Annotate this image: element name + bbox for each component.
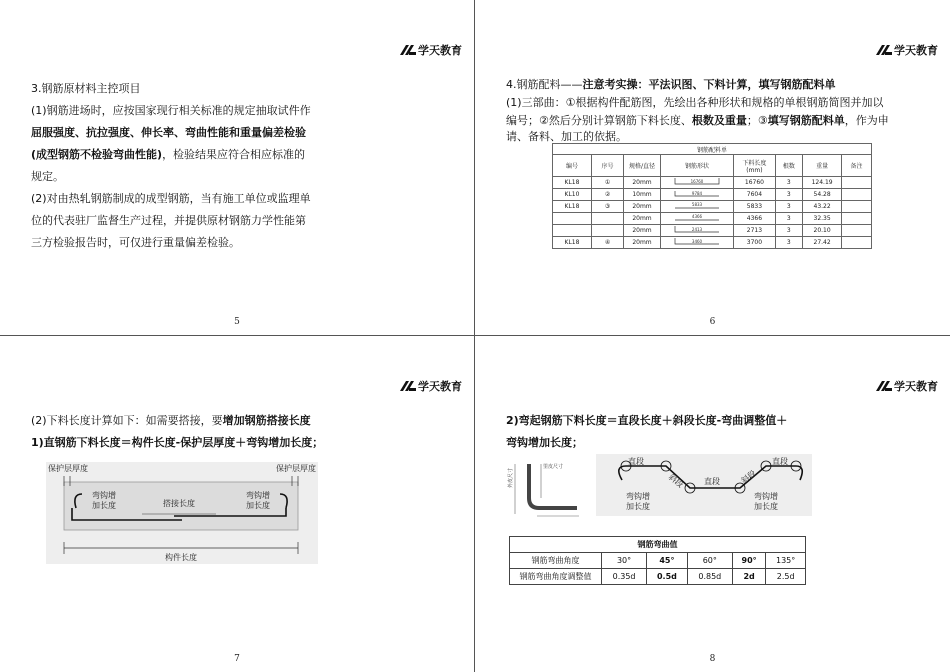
cell-spec: 20mm bbox=[624, 201, 661, 213]
cell-length: 2713 bbox=[734, 225, 775, 237]
plain-text: ；③ bbox=[746, 114, 768, 127]
brand-mark-icon bbox=[876, 381, 892, 391]
cell-id: KL18 bbox=[553, 237, 592, 249]
col-header: 根数 bbox=[775, 155, 803, 177]
label-hook: 加长度 bbox=[626, 502, 650, 511]
angle-cell: 135° bbox=[766, 553, 806, 569]
cell-id: KL10 bbox=[553, 189, 592, 201]
plain-text: ，作为申 bbox=[844, 114, 889, 127]
page-number: 5 bbox=[234, 317, 240, 327]
label-hook-left: 加长度 bbox=[92, 501, 116, 510]
rebar-shape-icon bbox=[669, 213, 725, 222]
heading-text: 4.钢筋配料—— bbox=[506, 78, 583, 91]
bend-dimension-diagram bbox=[507, 458, 587, 520]
page-number: 8 bbox=[709, 654, 716, 664]
rebar-shape-icon bbox=[669, 189, 725, 198]
paragraph-line: 三方检验报告时，可仅进行重量偏差检验。 bbox=[31, 236, 240, 249]
brand-name: 学天教育 bbox=[894, 380, 938, 393]
paragraph-line: 屈服强度、抗拉强度、伸长率、弯曲性能和重量偏差检验 bbox=[31, 126, 306, 139]
page-6 bbox=[475, 0, 950, 336]
table-header-row bbox=[553, 155, 872, 177]
cell-seq: ④ bbox=[592, 237, 624, 249]
paragraph-line: (1)钢筋进场时，应按国家现行相关标准的规定抽取试件作 bbox=[31, 104, 311, 117]
label-hook-right: 加长度 bbox=[246, 501, 270, 510]
cell-shape bbox=[660, 213, 733, 225]
col-header: 钢筋形状 bbox=[660, 155, 733, 177]
cell-note bbox=[842, 177, 872, 189]
table-row bbox=[553, 189, 872, 201]
cell-weight: 124.19 bbox=[803, 177, 842, 189]
label-slope-segment: 斜段 bbox=[739, 468, 758, 486]
cell-spec: 20mm bbox=[624, 213, 661, 225]
cell-seq bbox=[592, 225, 624, 237]
cell-spec: 20mm bbox=[624, 237, 661, 249]
brand-logo bbox=[876, 378, 938, 394]
brand-mark-icon bbox=[400, 381, 416, 391]
cell-count: 3 bbox=[775, 177, 803, 189]
label-hook: 弯钩增 bbox=[754, 492, 778, 501]
page-5 bbox=[0, 0, 475, 336]
page-number: 6 bbox=[709, 317, 716, 327]
rebar-schedule-table bbox=[552, 143, 872, 249]
paragraph-line: (1)三部曲：①根据构件配筋图，先绘出各种形状和规格的单根钢筋简图并加以 bbox=[506, 96, 884, 109]
cell-seq: ③ bbox=[592, 201, 624, 213]
rebar-shape-icon bbox=[669, 237, 725, 246]
bold-text: 根数及重量 bbox=[691, 114, 747, 127]
rebar-shape-icon bbox=[669, 177, 725, 186]
page-8 bbox=[475, 336, 950, 672]
cell-seq: ② bbox=[592, 189, 624, 201]
table-row bbox=[510, 569, 806, 585]
heading-bold-text: 注意考实操：平法识图、下料计算，填写钢筋配料单 bbox=[582, 78, 836, 91]
cell-id bbox=[553, 213, 592, 225]
col-header: 下料长度(mm) bbox=[734, 155, 775, 177]
label-hook-right: 弯钩增 bbox=[246, 491, 270, 500]
shape-dim: 9784 bbox=[691, 191, 703, 196]
paragraph-line: (2)对由热轧钢筋制成的成型钢筋，当有施工单位或监理单 bbox=[31, 192, 311, 205]
cell-seq bbox=[592, 213, 624, 225]
adjust-cell: 2d bbox=[732, 569, 765, 585]
table-row bbox=[553, 237, 872, 249]
cell-id: KL18 bbox=[553, 201, 592, 213]
cell-weight: 32.35 bbox=[803, 213, 842, 225]
col-header: 规格/直径 bbox=[624, 155, 661, 177]
table-title: 钢筋配料单 bbox=[553, 144, 872, 155]
bold-text: (成型钢筋不检验弯曲性能) bbox=[31, 148, 163, 161]
bold-text: 填写钢筋配料单 bbox=[767, 114, 845, 127]
section-heading: 3.钢筋原材料主控项目 bbox=[31, 82, 141, 95]
cell-count: 3 bbox=[775, 213, 803, 225]
row-label: 钢筋弯曲角度 bbox=[510, 553, 602, 569]
cell-count: 3 bbox=[775, 225, 803, 237]
shape-dim: 4366 bbox=[691, 214, 703, 219]
cell-note bbox=[842, 213, 872, 225]
page-number: 7 bbox=[234, 654, 240, 664]
brand-name: 学天教育 bbox=[418, 44, 462, 57]
brand-logo bbox=[400, 42, 462, 58]
paragraph-line: 位的代表驻厂监督生产过程，并提供原材钢筋力学性能第 bbox=[31, 214, 306, 227]
cell-id bbox=[553, 225, 592, 237]
cell-id: KL18 bbox=[553, 177, 592, 189]
cell-note bbox=[842, 189, 872, 201]
cell-seq: ① bbox=[592, 177, 624, 189]
cell-shape bbox=[660, 225, 733, 237]
label-outer-size: 外皮尺寸 bbox=[508, 467, 514, 488]
col-header: 编号 bbox=[553, 155, 592, 177]
plain-text: (2)下料长度计算如下：如需要搭接，要 bbox=[31, 414, 223, 427]
label-inner-size: 里皮尺寸 bbox=[543, 464, 564, 470]
label-cover-left: 保护层厚度 bbox=[48, 464, 88, 473]
table-row bbox=[553, 225, 872, 237]
label-straight-segment: 直段 bbox=[628, 457, 644, 466]
label-hook: 弯钩增 bbox=[626, 492, 650, 501]
cell-count: 3 bbox=[775, 237, 803, 249]
adjust-cell: 0.85d bbox=[687, 569, 732, 585]
table-title: 钢筋弯曲值 bbox=[510, 537, 806, 553]
cell-count: 3 bbox=[775, 189, 803, 201]
cell-shape bbox=[660, 189, 733, 201]
shape-dim: 2413 bbox=[691, 227, 703, 232]
cell-shape bbox=[660, 237, 733, 249]
cell-note bbox=[842, 225, 872, 237]
page-7 bbox=[0, 336, 475, 672]
angle-cell: 60° bbox=[687, 553, 732, 569]
straight-rebar-diagram bbox=[46, 462, 318, 564]
cell-shape bbox=[660, 177, 733, 189]
table-row bbox=[510, 553, 806, 569]
table-row bbox=[553, 201, 872, 213]
adjust-cell: 0.5d bbox=[647, 569, 688, 585]
bold-text: 增加钢筋搭接长度 bbox=[222, 414, 311, 427]
label-cover-right: 保护层厚度 bbox=[276, 464, 316, 473]
brand-name: 学天教育 bbox=[418, 380, 462, 393]
row-label: 钢筋弯曲角度调整值 bbox=[510, 569, 602, 585]
col-header: 重量 bbox=[803, 155, 842, 177]
bent-rebar-diagram bbox=[596, 454, 812, 516]
cell-length: 16760 bbox=[734, 177, 775, 189]
paragraph-line bbox=[31, 144, 305, 166]
brand-name: 学天教育 bbox=[894, 44, 938, 57]
paragraph-line: 规定。 bbox=[31, 170, 64, 183]
paragraph-line bbox=[31, 410, 311, 432]
cell-count: 3 bbox=[775, 201, 803, 213]
rebar-shape-icon bbox=[669, 225, 725, 234]
paragraph-line: 请、备料、加工的依据。 bbox=[506, 130, 627, 143]
cell-spec: 20mm bbox=[624, 225, 661, 237]
cell-spec: 20mm bbox=[624, 177, 661, 189]
cell-weight: 20.10 bbox=[803, 225, 842, 237]
cell-length: 4366 bbox=[734, 213, 775, 225]
paragraph-line: 弯钩增加长度； bbox=[506, 436, 583, 449]
shape-dim: 5833 bbox=[691, 202, 703, 207]
cell-length: 7604 bbox=[734, 189, 775, 201]
cell-spec: 10mm bbox=[624, 189, 661, 201]
plain-text: 编号；②然后分别计算钢筋下料长度、 bbox=[506, 114, 692, 127]
col-header: 备注 bbox=[842, 155, 872, 177]
shape-dim: 16760 bbox=[690, 179, 704, 184]
label-hook-left: 弯钩增 bbox=[92, 491, 116, 500]
cell-weight: 27.42 bbox=[803, 237, 842, 249]
brand-logo bbox=[876, 42, 938, 58]
label-lap-length: 搭接长度 bbox=[163, 499, 195, 508]
cell-weight: 54.28 bbox=[803, 189, 842, 201]
paragraph-line: 1)直钢筋下料长度＝构件长度-保护层厚度＋弯钩增加长度； bbox=[31, 436, 324, 449]
label-member-length: 构件长度 bbox=[165, 553, 197, 562]
cell-note bbox=[842, 201, 872, 213]
angle-cell: 90° bbox=[732, 553, 765, 569]
shape-dim: 3460 bbox=[691, 239, 703, 244]
rebar-shape-icon bbox=[669, 201, 725, 210]
label-straight-segment: 直段 bbox=[772, 457, 788, 466]
col-header: 序号 bbox=[592, 155, 624, 177]
brand-logo bbox=[400, 378, 462, 394]
cell-length: 5833 bbox=[734, 201, 775, 213]
angle-cell: 30° bbox=[602, 553, 647, 569]
adjust-cell: 2.5d bbox=[766, 569, 806, 585]
angle-cell: 45° bbox=[647, 553, 688, 569]
label-straight-segment: 直段 bbox=[704, 477, 720, 486]
cell-note bbox=[842, 237, 872, 249]
plain-text: ，检验结果应符合相应标准的 bbox=[162, 148, 306, 161]
label-slope-segment: 斜段 bbox=[666, 472, 685, 490]
cell-shape bbox=[660, 201, 733, 213]
table-row bbox=[553, 213, 872, 225]
paragraph-line: 2)弯起钢筋下料长度＝直段长度＋斜段长度-弯曲调整值＋ bbox=[506, 414, 788, 427]
cell-length: 3700 bbox=[734, 237, 775, 249]
table-row bbox=[553, 177, 872, 189]
adjust-cell: 0.35d bbox=[602, 569, 647, 585]
label-hook: 加长度 bbox=[754, 502, 778, 511]
bend-value-table bbox=[509, 536, 806, 585]
cell-weight: 43.22 bbox=[803, 201, 842, 213]
brand-mark-icon bbox=[400, 45, 416, 55]
brand-mark-icon bbox=[876, 45, 892, 55]
